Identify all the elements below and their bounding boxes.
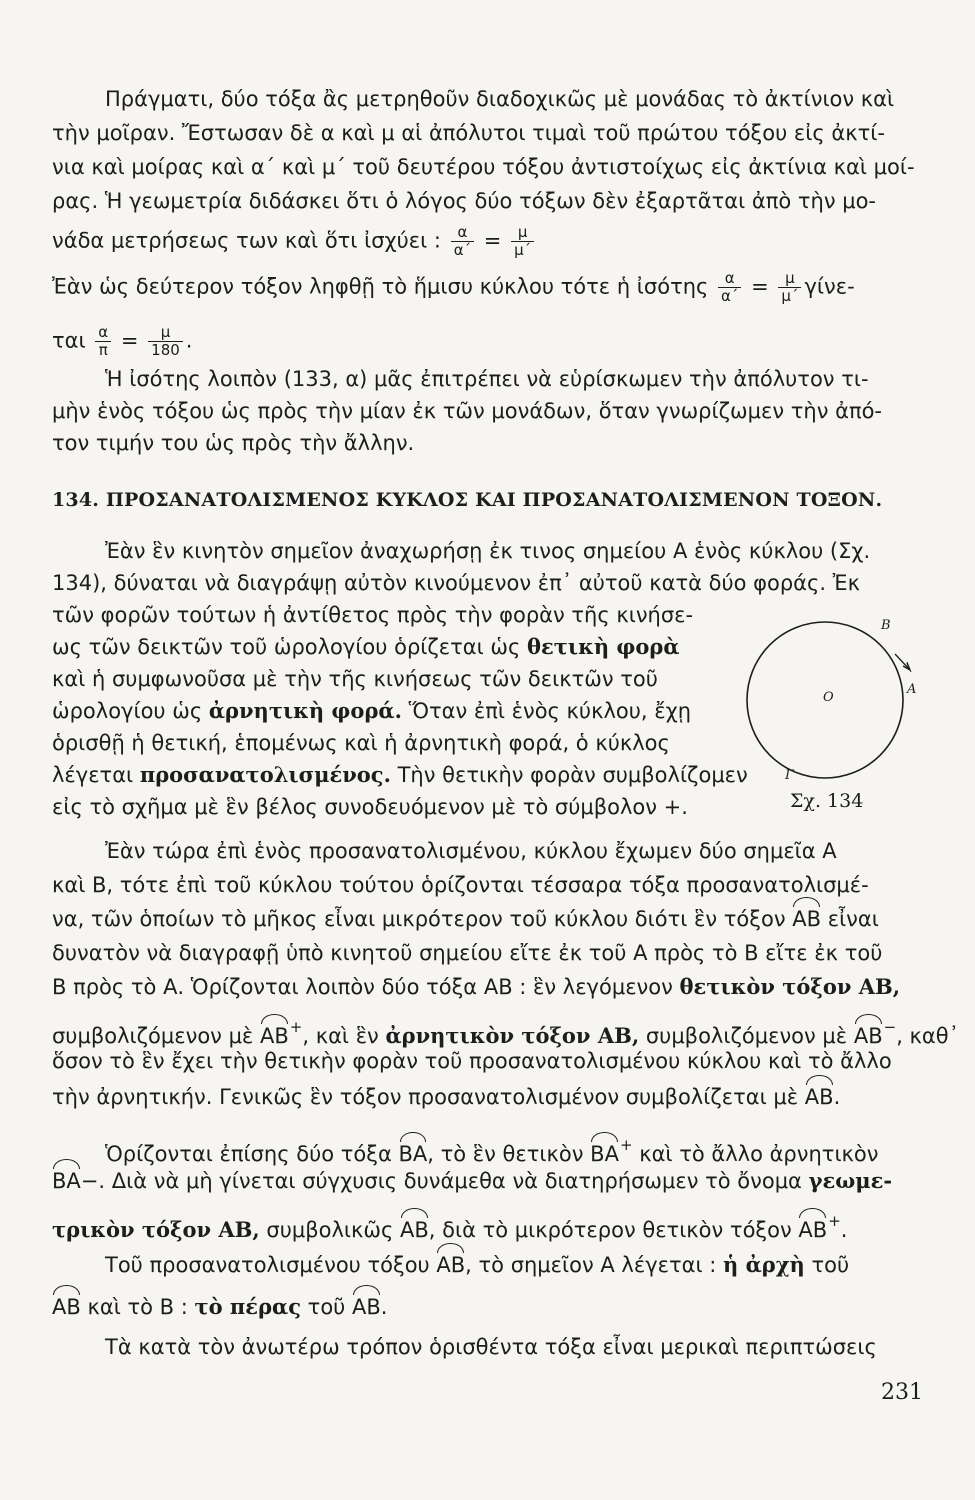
text-line: Ἡ ἰσότης λοιπὸν (133, α) μᾶς ἐπιτρέπει νὰ εὑρίσκωμεν τὴν ἀπόλυτον τι- <box>105 367 869 391</box>
text-line: Πράγματι, δύο τόξα ἂς μετρηθοῦν διαδοχικῶς μὲ μονάδας τὸ ἀκτίνιον καὶ <box>105 87 895 111</box>
text-line: ΑΒ καὶ τὸ Β : τὸ πέρας τοῦ ΑΒ. <box>52 1292 387 1322</box>
arc-symbol: ΒΑ <box>52 1166 81 1196</box>
arc-symbol: ΑΒ <box>798 1215 827 1245</box>
bold-term: προσανατολισμένος. <box>139 762 391 787</box>
arc-symbol: ΒΑ <box>590 1139 619 1169</box>
text-span: νάδα μετρήσεως των καὶ ὅτι ἰσχύει : <box>52 228 441 253</box>
bold-term: τὸ πέρας <box>194 1294 301 1319</box>
text-line: τῶν φορῶν τούτων ἡ ἀντίθετος πρὸς τὴν φορὰν τῆς κινήσε- <box>52 603 694 627</box>
fraction: $\frac{\alpha}{\alpha΄}$ <box>451 224 474 259</box>
bold-term: τρικὸν τόξον ΑΒ, <box>52 1217 260 1242</box>
text-line: τὴν ἀρνητικήν. Γενικῶς ἓν τόξον προσανατολισμένον συμβολίζεται μὲ ΑΒ. <box>52 1082 840 1112</box>
text-line: ΒΑ−. Διὰ νὰ μὴ γίνεται σύγχυσις δυνάμεθα νὰ διατηρήσωμεν τὸ ὄνομα γεωμε- <box>52 1166 892 1196</box>
center-label-o: O <box>823 690 834 705</box>
text-line: Ὁρίζονται ἐπίσης δύο τόξα ΒΑ, τὸ ἓν θετικὸν ΒΑ+ καὶ τὸ ἄλλο ἀρνητικὸν <box>105 1130 879 1169</box>
text-line: Β πρὸς τὸ Α. Ὁρίζονται λοιπὸν δύο τόξα ΑΒ : ἓν λεγόμενον θετικὸν τόξον ΑΒ, <box>52 974 901 999</box>
point-label-b: B <box>881 618 891 633</box>
bold-term: ἡ ἀρχὴ <box>723 1252 805 1277</box>
equals-sign: = <box>483 228 502 253</box>
text-line: Τὰ κατὰ τὸν ἀνωτέρω τρόπον ὁρισθέντα τόξα εἶναι μερικαὶ περιπτώσεις <box>105 1335 877 1359</box>
text-line: ως τῶν δεικτῶν τοῦ ὡρολογίου ὁρίζεται ὡς θετικὴ φορὰ <box>52 634 680 659</box>
bold-term: θετικὴ φορὰ <box>527 634 680 659</box>
text-line: τὴν μοῖραν. Ἔστωσαν δὲ α καὶ μ αἱ ἀπόλυτοι τιμαὶ τοῦ πρώτου τόξου εἰς ἀκτί- <box>52 121 885 145</box>
formula-line: ται $\frac{\alpha}{\pi}$ = $\frac{\mu}{180}$ . <box>52 323 193 359</box>
text-line: εἰς τὸ σχῆμα μὲ ἓν βέλος συνοδευόμενον μὲ τὸ σύμβολον +. <box>52 795 688 819</box>
fraction: $\frac{\mu}{\mu΄}$ <box>511 224 534 259</box>
fraction: $\frac{\mu}{180}$ <box>148 324 183 359</box>
text-line: ὡρολογίου ὡς ἀρνητικὴ φορά. Ὅταν ἐπὶ ἑνὸς κύκλου, ἔχῃ <box>52 698 692 723</box>
text-span: ται <box>52 328 86 353</box>
page-number: 231 <box>881 1380 923 1405</box>
text-line: καὶ Β, τότε ἐπὶ τοῦ κύκλου τούτου ὁρίζονται τέσσαρα τόξα προσανατολισμέ- <box>52 873 869 897</box>
text-line: νια καὶ μοίρας καὶ α΄ καὶ μ΄ τοῦ δευτέρου τόξου ἀντιστοίχως εἰς ἀκτίνια καὶ μοί- <box>52 155 915 179</box>
bold-term: ἀρνητικὴ φορά. <box>208 698 402 723</box>
text-line: δυνατὸν νὰ διαγραφῇ ὑπὸ κινητοῦ σημείου εἴτε ἐκ τοῦ Α πρὸς τὸ Β εἴτε ἐκ τοῦ <box>52 941 883 965</box>
text-line: τον τιμήν του ὡς πρὸς τὴν ἄλλην. <box>52 431 415 455</box>
arc-symbol: ΑΒ <box>436 1250 465 1280</box>
bold-term: ἀρνητικὸν τόξον ΑΒ, <box>385 1023 640 1048</box>
arc-symbol: ΑΒ <box>805 1082 834 1112</box>
formula-line <box>52 270 855 305</box>
arc-symbol: ΑΒ <box>400 1215 429 1245</box>
text-line: Ἐὰν τώρα ἐπὶ ἑνὸς προσανατολισμένου, κύκλου ἔχωμεν δύο σημεῖα Α <box>105 839 837 863</box>
text-line: καὶ ἡ συμφωνοῦσα μὲ τὴν τῆς κινήσεως τῶν δεικτῶν τοῦ <box>52 667 658 691</box>
equals-sign: = <box>751 274 769 299</box>
text-line: συμβολιζόμενον μὲ ΑΒ+, καὶ ἓν ἀρνητικὸν τόξον ΑΒ, συμβολιζόμενον μὲ ΑΒ−, καθ᾿ <box>52 1012 959 1051</box>
point-label-a: A <box>907 682 917 697</box>
text-line: ὁρισθῇ ἡ θετική, ἑπομένως καὶ ἡ ἀρνητικὴ φορά, ὁ κύκλος <box>52 731 670 755</box>
fraction: $\frac{\mu}{\mu΄}$ <box>778 270 801 305</box>
equals-sign: = <box>120 328 139 353</box>
bold-term: γεωμε- <box>808 1168 893 1193</box>
section-heading: 134. ΠΡΟΣΑΝΑΤΟΛΙΣΜΕΝΟΣ ΚΥΚΛΟΣ ΚΑΙ ΠΡΟΣΑΝΑΤΟΛΙΣΜΕΝΟΝ ΤΟΞΟΝ. <box>52 489 883 511</box>
arc-symbol: ΑΒ <box>792 904 821 934</box>
text-line: λέγεται προσανατολισμένος. Τὴν θετικὴν φορὰν συμβολίζομεν <box>52 762 748 787</box>
text-line: να, τῶν ὁποίων τὸ μῆκος εἶναι μικρότερον τοῦ κύκλου διότι ἓν τόξον ΑΒ εἶναι <box>52 904 879 934</box>
fraction: $\frac{\alpha}{\alpha΄}$ <box>718 270 741 305</box>
text-line: ὅσον τὸ ἓν ἔχει τὴν θετικὴν φορὰν τοῦ προσανατολισμένου κύκλου καὶ τὸ ἄλλο <box>52 1049 892 1073</box>
text-line: μὴν ἑνὸς τόξου ὡς πρὸς τὴν μίαν ἐκ τῶν μονάδων, ὅταν γνωρίζωμεν τὴν ἀπό- <box>52 399 883 423</box>
text-line: τρικὸν τόξον ΑΒ, συμβολικῶς ΑΒ, διὰ τὸ μικρότερον θετικὸν τόξον ΑΒ+. <box>52 1206 847 1245</box>
text-line: Ἐὰν ἓν κινητὸν σημεῖον ἀναχωρήσῃ ἐκ τινος σημείου Α ἑνὸς κύκλου (Σχ. <box>105 539 871 563</box>
arc-symbol: ΒΑ <box>399 1139 428 1169</box>
arc-symbol: ΑΒ <box>52 1292 81 1322</box>
text-line: Τοῦ προσανατολισμένου τόξου ΑΒ, τὸ σημεῖον Α λέγεται : ἡ ἀρχὴ τοῦ <box>105 1250 849 1280</box>
figure-caption: Σχ. 134 <box>790 790 864 812</box>
text-line: 134), δύναται νὰ διαγράψῃ αὐτὸν κινούμενον ἐπ᾿ αὐτοῦ κατὰ δύο φοράς. Ἐκ <box>52 571 860 595</box>
fraction: $\frac{\alpha}{\pi}$ <box>95 324 111 359</box>
arc-symbol: ΑΒ <box>352 1292 381 1322</box>
text-line: ρας. Ἡ γεωμετρία διδάσκει ὅτι ὁ λόγος δύο τόξων δὲν ἐξαρτᾶται ἀπὸ τὴν μο- <box>52 189 877 213</box>
arc-symbol: ΑΒ <box>260 1021 289 1051</box>
formula-line <box>52 224 537 259</box>
text-span: Ἐὰν ὡς δεύτερον τόξον ληφθῇ τὸ ἥμισυ κύκλου τότε ἡ ἰσότης <box>52 274 709 299</box>
point-label-gamma: Γ <box>785 768 795 783</box>
text-span: γίνε- <box>804 274 855 299</box>
arc-symbol: ΑΒ <box>854 1021 883 1051</box>
arrow-shaft <box>895 654 910 670</box>
bold-term: θετικὸν τόξον ΑΒ, <box>679 974 901 999</box>
